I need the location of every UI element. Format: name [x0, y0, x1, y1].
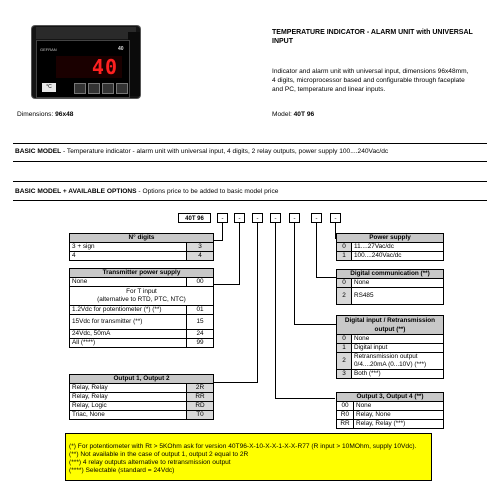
connector-line — [316, 277, 336, 278]
table-row — [337, 279, 444, 288]
table-digital-input — [336, 315, 444, 379]
option-code: 24 — [187, 330, 214, 339]
model-value: 40T 96 — [293, 111, 315, 118]
table-title: Digital communication (**) — [337, 270, 444, 279]
model-label: Model: — [272, 111, 292, 118]
footnote: (**) Not available in the case of output 1, output 2 equal to 2R — [69, 451, 249, 459]
table-row — [70, 402, 214, 411]
device-model: 40 — [118, 46, 124, 52]
table-row — [337, 288, 444, 305]
option-label: 3 + sign — [70, 243, 187, 252]
option-code: 99 — [187, 339, 214, 348]
option-label: 1.2Vdc for potentiometer (*) (**) — [70, 306, 187, 315]
table-title: Output 1, Output 2 — [70, 375, 214, 384]
table-row — [70, 330, 214, 339]
option-code: 0 — [337, 243, 352, 252]
table-row — [70, 306, 214, 315]
option-label: Triac, None — [70, 411, 187, 420]
table-row — [337, 344, 444, 353]
option-code: RD — [187, 402, 214, 411]
connector-line — [257, 223, 258, 383]
table-digital-communication — [336, 269, 444, 305]
divider — [13, 181, 487, 182]
option-label: Retransmission output 0/4....20mA (0...10V) (***) — [352, 353, 444, 370]
option-label: Relay, Relay (***) — [354, 420, 444, 429]
option-code: 4 — [187, 252, 214, 261]
option-label: For T input (alternative to RTD, PTC, NTC) — [70, 287, 214, 306]
option-code: RR — [337, 420, 354, 429]
device-button — [74, 83, 86, 94]
product-title: TEMPERATURE INDICATOR - ALARM UNIT with UNIVERSAL INPUT — [272, 29, 473, 45]
option-code: 01 — [187, 306, 214, 315]
table-title: Digital input / Retransmission output (**) — [337, 316, 444, 335]
dimensions — [17, 111, 73, 119]
divider — [13, 161, 487, 162]
code-box: - — [252, 213, 263, 223]
option-label: Relay, Relay — [70, 384, 187, 393]
option-code: R0 — [337, 411, 354, 420]
connector-line — [214, 382, 258, 383]
device-button — [102, 83, 114, 94]
model — [272, 111, 314, 119]
table-row — [337, 370, 444, 379]
option-label: Relay, Relay — [70, 393, 187, 402]
option-label: None — [352, 335, 444, 344]
option-code: 3 — [337, 370, 352, 379]
connector-line — [222, 223, 223, 241]
options-heading-text: - Options price to be added to basic model price — [136, 188, 279, 195]
product-image-top — [36, 27, 136, 39]
option-label: None — [70, 278, 187, 287]
connector-line — [294, 324, 336, 325]
table-title: Power supply — [337, 234, 444, 243]
code-box: - — [311, 213, 322, 223]
connector-line — [275, 398, 335, 399]
option-label: 100....240Vac/dc — [352, 252, 444, 261]
option-code: 1 — [337, 344, 352, 353]
table-row — [70, 384, 214, 393]
table-row — [70, 411, 214, 420]
table-power-supply — [336, 233, 444, 261]
basic-model-label: BASIC MODEL — [15, 148, 62, 155]
device-unit-label: °C — [42, 83, 56, 92]
footnote: (****) Selectable (standard = 24Vdc) — [69, 467, 175, 475]
connector-line — [214, 240, 223, 241]
connector-line — [316, 223, 317, 278]
table-row — [337, 335, 444, 344]
option-label: Digital input — [352, 344, 444, 353]
dimensions-label: Dimensions: — [17, 111, 54, 118]
option-code: 00 — [337, 402, 354, 411]
code-box: - — [330, 213, 341, 223]
options-heading-label: BASIC MODEL + AVAILABLE OPTIONS — [15, 188, 137, 195]
option-label: None — [354, 402, 444, 411]
option-code: 1 — [337, 252, 352, 261]
option-code: 0 — [337, 279, 352, 288]
basic-model-line — [15, 148, 388, 156]
option-code: T0 — [187, 411, 214, 420]
table-output-3-4 — [336, 392, 444, 429]
device-button — [116, 83, 128, 94]
option-code: 2 — [337, 288, 352, 305]
footnote: (***) 4 relay outputs alternative to retransmission output — [69, 459, 231, 467]
option-code: 0 — [337, 335, 352, 344]
option-label: Relay, None — [354, 411, 444, 420]
device-brand: GEFRAN — [40, 47, 57, 52]
table-row — [70, 278, 214, 287]
option-label: 4 — [70, 252, 187, 261]
basic-model-text: - Temperature indicator - alarm unit with universal input, 4 digits, 2 relay outputs, power supply 100....240Vac/dc — [61, 148, 389, 155]
table-row — [70, 339, 214, 348]
option-label: 24Vdc, 50mA — [70, 330, 187, 339]
option-label: All (****) — [70, 339, 187, 348]
option-code: 15 — [187, 315, 214, 330]
table-row — [70, 393, 214, 402]
option-label: RS485 — [352, 288, 444, 305]
option-label: 15Vdc for transmitter (**) — [70, 315, 187, 330]
footnotes-box — [65, 433, 432, 481]
connector-line — [275, 223, 276, 399]
device-button — [88, 83, 100, 94]
table-title: N° digits — [70, 234, 214, 243]
table-row — [70, 287, 214, 306]
table-row — [337, 411, 444, 420]
table-row — [337, 402, 444, 411]
dimensions-value: 96x48 — [55, 111, 74, 118]
option-label: 11....27Vac/dc — [352, 243, 444, 252]
option-code: 00 — [187, 278, 214, 287]
code-box: - — [217, 213, 228, 223]
options-heading — [15, 188, 278, 196]
connector-line — [214, 284, 240, 285]
table-title: Output 3, Output 4 (**) — [337, 393, 444, 402]
table-row — [70, 243, 214, 252]
option-code: 2 — [337, 353, 352, 370]
footnote: (*) For potentiometer with Rt > 5KOhm ask for version 40T96-X-10-X-X-1-X-X-R77 (R input > 10MOhm, supply 10Vdc). — [69, 443, 417, 450]
code-box: - — [234, 213, 245, 223]
table-output-1-2 — [69, 374, 214, 420]
table-row — [337, 420, 444, 429]
code-box: - — [289, 213, 300, 223]
option-label: Both (***) — [352, 370, 444, 379]
table-row — [70, 315, 214, 330]
table-row — [337, 252, 444, 261]
connector-line — [294, 223, 295, 325]
option-label: Relay, Logic — [70, 402, 187, 411]
table-row — [70, 252, 214, 261]
device-display-value: 40 — [91, 55, 118, 79]
table-transmitter-power — [69, 268, 214, 348]
divider — [13, 143, 487, 144]
table-row — [337, 353, 444, 370]
code-box: - — [270, 213, 281, 223]
table-n-digits — [69, 233, 214, 261]
divider — [13, 200, 487, 201]
option-code: 3 — [187, 243, 214, 252]
option-code: RR — [187, 393, 214, 402]
table-title: Transmitter power supply — [70, 269, 214, 278]
option-label: None — [352, 279, 444, 288]
code-box-model: 40T 96 — [178, 213, 211, 223]
option-code: 2R — [187, 384, 214, 393]
product-description: Indicator and alarm unit with universal input, dimensions 96x48mm, 4 digits, microprocessor based and configurable through faceplate and PC, temperature and linear inputs. — [272, 68, 469, 93]
table-row — [337, 243, 444, 252]
device-display — [56, 56, 122, 78]
connector-line — [239, 223, 240, 285]
